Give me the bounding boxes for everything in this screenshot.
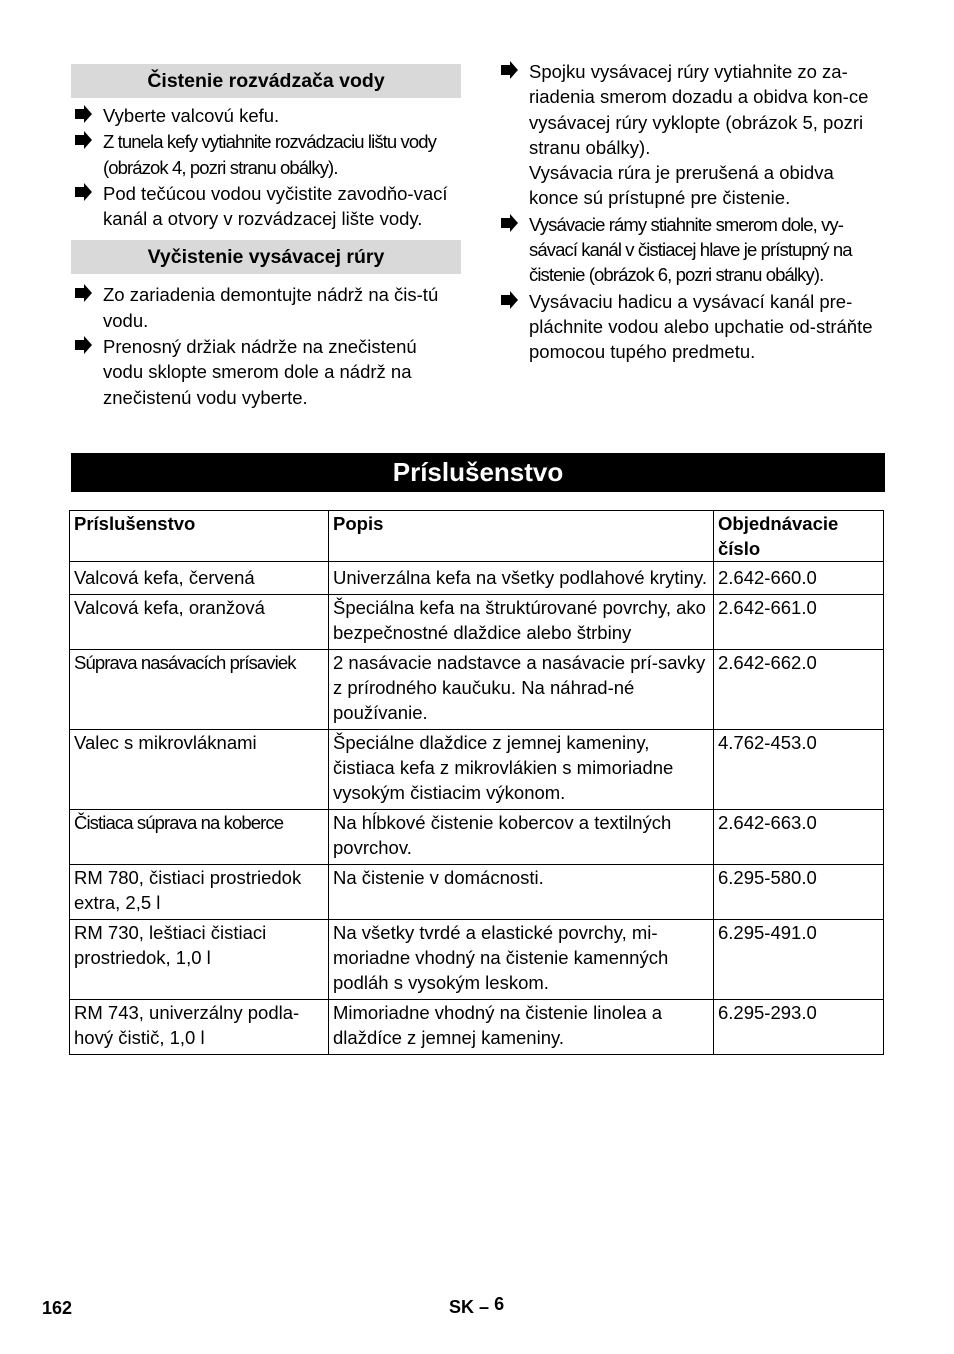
arrow-right-icon: [499, 61, 519, 79]
table-row: [70, 730, 884, 810]
description-cell: Univerzálna kefa na všetky podlahové krytiny.: [329, 565, 714, 595]
step-item: [71, 181, 461, 232]
step-item: [71, 334, 461, 410]
arrow-right-icon: [73, 336, 93, 354]
table-row: [70, 810, 884, 865]
step-text: Vysávacie rámy stiahnite smerom dole, vy-sávací kanál v čistiacej hlave je prístupný na: [529, 213, 852, 261]
step-list: [497, 289, 885, 365]
table-row: [70, 650, 884, 730]
header-order-number: Objednávacie číslo: [714, 511, 884, 562]
step-item: [71, 129, 461, 180]
section-heading-water-distributor: Čistenie rozvádzača vody: [71, 64, 461, 98]
footer-language-page: [449, 1294, 505, 1318]
arrow-right-icon: [73, 284, 93, 302]
order-number-cell: 4.762-453.0: [714, 730, 884, 810]
order-number-cell: 2.642-661.0: [714, 595, 884, 650]
accessory-cell: Valcová kefa, oranžová: [70, 595, 329, 650]
arrow-right-icon: [73, 183, 93, 201]
accessories-banner: Príslušenstvo: [71, 453, 885, 492]
table-row: [70, 595, 884, 650]
step-item: [497, 212, 885, 263]
step-item: [71, 103, 461, 128]
order-number-cell: 6.295-293.0: [714, 1000, 884, 1055]
step-list: [497, 59, 885, 160]
order-number-cell: 2.642-662.0: [714, 650, 884, 730]
accessories-table: [69, 510, 884, 1055]
step-text: Vysávaciu hadicu a vysávací kanál pre-pláchnite vodou alebo upchatie od-stráňte pomocou tupého predmetu.: [529, 290, 873, 363]
description-cell: 2 nasávacie nadstavce a nasávacie prí-savky z prírodného kaučuku. Na náhrad-né používanie.: [329, 650, 714, 730]
step-text: Zo zariadenia demontujte nádrž na čis-tú vodu.: [103, 284, 439, 331]
section-heading-suction-tube: Vyčistenie vysávacej rúry: [71, 240, 461, 274]
arrow-right-icon: [73, 105, 93, 123]
description-cell: Špeciálne dlaždice z jemnej kameniny, čistiaca kefa z mikrovlákien s mimoriadne vysokým čistiacim výkonom.: [329, 730, 714, 810]
description-cell: Na čistenie v domácnosti.: [329, 865, 714, 920]
header-accessory: Príslušenstvo: [70, 511, 329, 562]
step-list: [497, 212, 885, 263]
step-continuation: čistenie (obrázok 6, pozri stranu obálky).: [529, 264, 824, 286]
left-column: [71, 58, 461, 410]
step-text: Spojku vysávacej rúry vytiahnite zo za-riadenia smerom dozadu a obidva kon-ce vysávacej rúry vyklopte (obrázok 5, pozri stranu obálky).: [529, 61, 869, 158]
accessory-cell: RM 780, čistiaci prostriedok extra, 2,5 l: [70, 865, 329, 920]
order-number-cell: 6.295-491.0: [714, 920, 884, 1000]
step-item: [497, 59, 885, 160]
step-text: Prenosný držiak nádrže na znečistenú vodu sklopte smerom dole a nádrž na znečistenú vodu vyberte.: [103, 336, 417, 408]
table-row: [70, 920, 884, 1000]
step-item: [497, 289, 885, 365]
step-text: Pod tečúcou vodou vyčistite zavodňo-vací kanál a otvory v rozvádzacej lište vody.: [103, 182, 448, 230]
description-cell: Mimoriadne vhodný na čistenie linolea a dlaždíce z jemnej kameniny.: [329, 1000, 714, 1055]
table-row: [70, 865, 884, 920]
table-header-row: [70, 511, 884, 562]
step-list: [71, 282, 461, 409]
language-page-number: 6: [494, 1294, 505, 1314]
arrow-right-icon: [73, 131, 93, 149]
header-description: Popis: [329, 511, 714, 562]
accessory-cell: RM 730, leštiaci čistiaci prostriedok, 1,0 l: [70, 920, 329, 1000]
footer-dash: –: [479, 1297, 490, 1317]
page-number: 162: [42, 1298, 73, 1318]
table-row: [70, 1000, 884, 1055]
step-result: Vysávacia rúra je prerušená a obidva konce sú prístupné pre čistenie.: [529, 162, 834, 209]
arrow-right-icon: [499, 291, 519, 309]
description-cell: Na všetky tvrdé a elastické povrchy, mi-moriadne vhodný na čistenie kamenných podláh s vysokým leskom.: [329, 920, 714, 1000]
step-text: Z tunela kefy vytiahnite rozvádzaciu lištu vody (obrázok 4, pozri stranu obálky).: [103, 131, 437, 178]
order-number-cell: 2.642-663.0: [714, 810, 884, 865]
accessory-cell: Súprava nasávacích prísaviek: [70, 650, 329, 730]
description-cell: Na hĺbkové čistenie kobercov a textilných povrchov.: [329, 810, 714, 865]
step-text: Vyberte valcovú kefu.: [103, 105, 280, 126]
language-code: SK: [449, 1297, 475, 1317]
accessory-cell: Valcová kefa, červená: [70, 565, 329, 595]
order-number-cell: 2.642-660.0: [714, 565, 884, 595]
description-cell: Špeciálna kefa na štruktúrované povrchy, ako bezpečnostné dlaždice alebo štrbiny: [329, 595, 714, 650]
accessory-cell: Čistiaca súprava na koberce: [70, 810, 329, 865]
right-column: [497, 58, 885, 365]
accessory-cell: RM 743, univerzálny podla-hový čistič, 1,0 l: [70, 1000, 329, 1055]
step-item: [71, 282, 461, 333]
table-body: [70, 562, 884, 1055]
accessory-cell: Valec s mikrovláknami: [70, 730, 329, 810]
table-row: [70, 565, 884, 595]
order-number-cell: 6.295-580.0: [714, 865, 884, 920]
step-list: [71, 103, 461, 231]
arrow-right-icon: [499, 214, 519, 232]
